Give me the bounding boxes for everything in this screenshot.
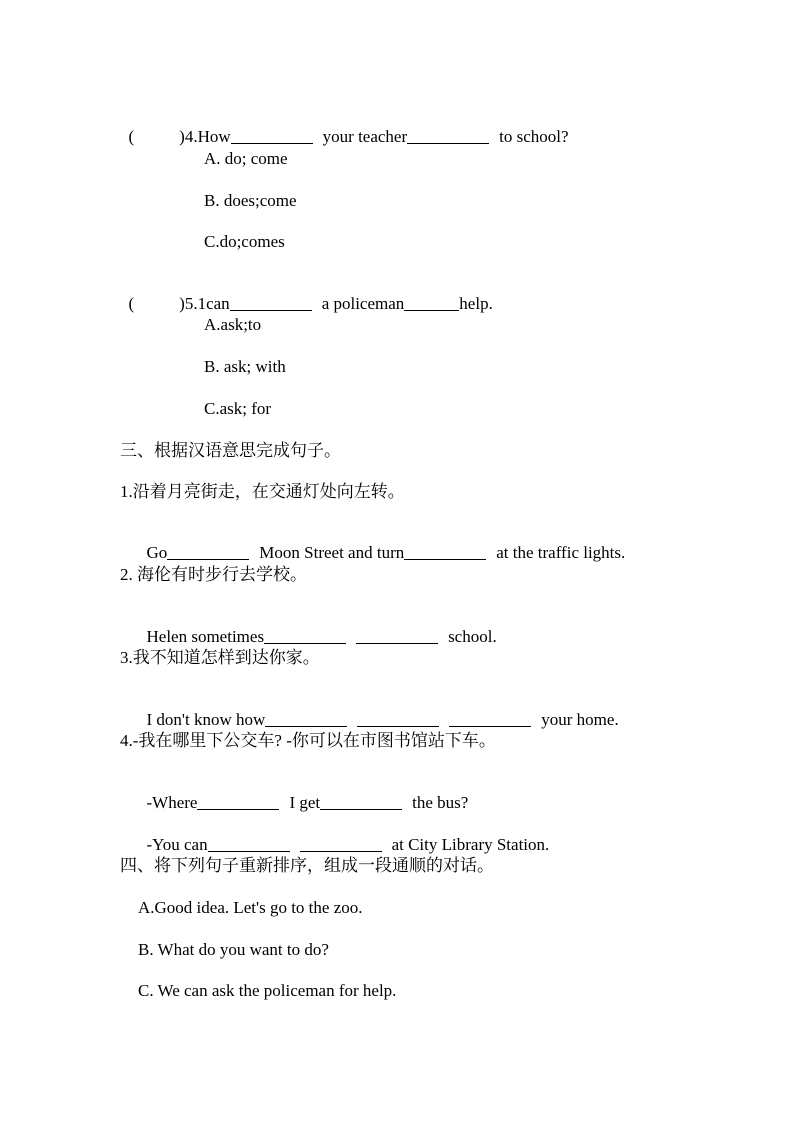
answer-blank (404, 309, 459, 311)
dialogue-sentence-b: B. What do you want to do? (138, 940, 329, 959)
answer-blank (300, 850, 382, 852)
answer-blank (230, 309, 312, 311)
section-3-item-4-english-line-2: -You can at City Library Station. (146, 835, 550, 854)
section-3-item-4-english-line-1: -Where I get the bus? (146, 793, 469, 812)
option-b: B. ask; with (204, 357, 286, 376)
answer-paren-open: ( (128, 294, 135, 313)
question-stem: 5.1can (184, 294, 230, 313)
section-3-item-3-chinese: 3.我不知道怎样到达你家。 (120, 648, 320, 667)
section-3-item-3-english: I don't know how your home. (146, 710, 619, 729)
section-3-item-2-english: Helen sometimes school. (146, 627, 497, 646)
option-b: B. does;come (204, 191, 297, 210)
question-stem: a policeman (321, 294, 405, 313)
answer-blank (208, 850, 290, 852)
answer-blank (197, 808, 279, 810)
answer-blank (231, 142, 313, 144)
answer-paren-close: ) (179, 127, 185, 146)
question-stem: to school? (499, 127, 569, 146)
answer-blank (264, 642, 346, 644)
answer-blank (265, 725, 347, 727)
question-5 (120, 274, 493, 314)
answer-blank (320, 808, 402, 810)
answer-blank (404, 558, 486, 560)
section-3-item-1-chinese: 1.沿着月亮街走，在交通灯处向左转。 (120, 482, 405, 501)
section-4-title: 四、将下列句子重新排序，组成一段通顺的对话。 (120, 856, 494, 875)
option-c: C.ask; for (204, 399, 272, 418)
option-c: C.do;comes (204, 232, 285, 251)
option-a: A. do; come (204, 149, 288, 168)
answer-blank (356, 642, 438, 644)
answer-paren-open: ( (128, 127, 135, 146)
answer-paren-close: ) (179, 294, 185, 313)
section-3-item-4-chinese: 4.-我在哪里下公交车? -你可以在市图书馆站下车。 (120, 731, 496, 750)
section-3-item-2-chinese: 2. 海伦有时步行去学校。 (120, 565, 307, 584)
answer-blank (407, 142, 489, 144)
answer-blank (357, 725, 439, 727)
option-a: A.ask;to (204, 315, 262, 334)
question-stem: 4.How (184, 127, 231, 146)
question-stem: your teacher (322, 127, 408, 146)
section-3-item-1-english: Go Moon Street and turn at the traffic lights. (146, 543, 626, 562)
dialogue-sentence-c: C. We can ask the policeman for help. (138, 981, 397, 1000)
section-3-title: 三、根据汉语意思完成句子。 (120, 441, 341, 460)
question-stem: help. (459, 294, 493, 313)
question-4 (120, 107, 569, 147)
dialogue-sentence-a: A.Good idea. Let's go to the zoo. (138, 898, 363, 917)
answer-blank (449, 725, 531, 727)
answer-blank (167, 558, 249, 560)
